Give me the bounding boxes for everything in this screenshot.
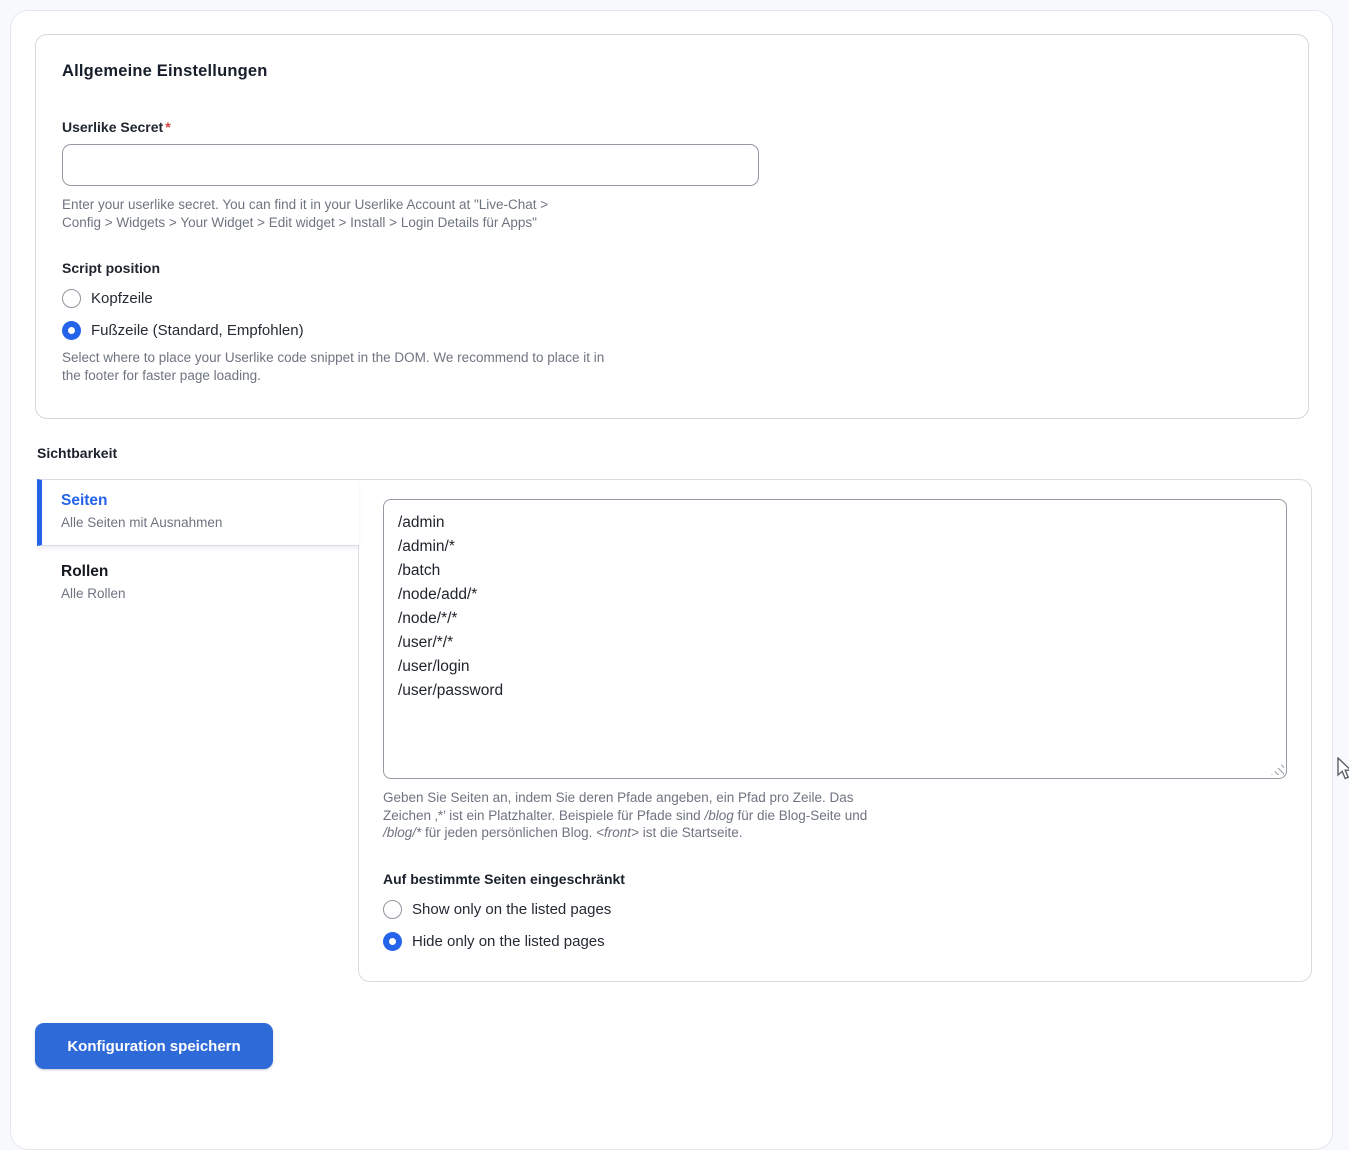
mouse-cursor-icon bbox=[1336, 757, 1349, 781]
radio-script-position-footer[interactable] bbox=[62, 321, 1282, 340]
save-configuration-button[interactable]: Konfiguration speichern bbox=[35, 1023, 273, 1069]
vertical-tabs-column bbox=[37, 479, 358, 601]
tab-seiten[interactable] bbox=[37, 479, 359, 546]
pages-paths-textarea[interactable] bbox=[383, 499, 1287, 779]
radio-button-selected-icon bbox=[383, 932, 402, 951]
tab-rollen[interactable] bbox=[37, 546, 358, 601]
userlike-secret-label: Userlike Secret * bbox=[62, 119, 171, 135]
userlike-secret-description: Enter your userlike secret. You can find it in your Userlike Account at "Live-Chat > Config > Widgets > Your Widget > Edit widget > Install > Login Details für Apps" bbox=[62, 197, 549, 230]
script-position-description: Select where to place your Userlike code snippet in the DOM. We recommend to place it in the footer for faster page loading. bbox=[62, 350, 605, 383]
general-settings-title: Allgemeine Einstellungen bbox=[62, 62, 268, 80]
tab-rollen-summary: Alle Rollen bbox=[61, 586, 126, 601]
required-asterisk: * bbox=[165, 119, 171, 135]
radio-script-position-header[interactable] bbox=[62, 289, 1282, 308]
pages-paths-description: Geben Sie Seiten an, indem Sie deren Pfade angeben, ein Pfad pro Zeile. Das Zeichen ‚*’ ist ein Platzhalter. Beispiele für Pfade sind /blog für die Blog-Seite und /blog/* für jeden persönlichen Blog. <front> ist die Startseite. bbox=[383, 790, 868, 840]
radio-label: Show only on the listed pages bbox=[412, 900, 612, 918]
userlike-secret-input[interactable] bbox=[62, 144, 759, 186]
radio-hide-only-listed[interactable] bbox=[383, 932, 1287, 951]
tab-rollen-title: Rollen bbox=[61, 563, 109, 580]
pages-tab-panel bbox=[358, 479, 1312, 982]
radio-show-only-listed[interactable] bbox=[383, 900, 1287, 919]
tab-seiten-summary: Alle Seiten mit Ausnahmen bbox=[61, 515, 223, 530]
visibility-section-label: Sichtbarkeit bbox=[37, 445, 118, 461]
page-card bbox=[10, 10, 1333, 1150]
radio-label: Hide only on the listed pages bbox=[412, 932, 605, 950]
paths-textarea-wrap bbox=[383, 499, 1287, 779]
restriction-label: Auf bestimmte Seiten eingeschränkt bbox=[383, 870, 625, 887]
radio-label: Fußzeile (Standard, Empfohlen) bbox=[91, 322, 304, 339]
visibility-vertical-tabs bbox=[37, 479, 1309, 982]
radio-button-unselected-icon bbox=[62, 289, 81, 308]
radio-label: Kopfzeile bbox=[91, 290, 153, 307]
script-position-label: Script position bbox=[62, 260, 160, 276]
tab-seiten-title: Seiten bbox=[61, 492, 108, 509]
general-settings-card bbox=[35, 34, 1309, 419]
radio-button-unselected-icon bbox=[383, 900, 402, 919]
radio-button-selected-icon bbox=[62, 321, 81, 340]
